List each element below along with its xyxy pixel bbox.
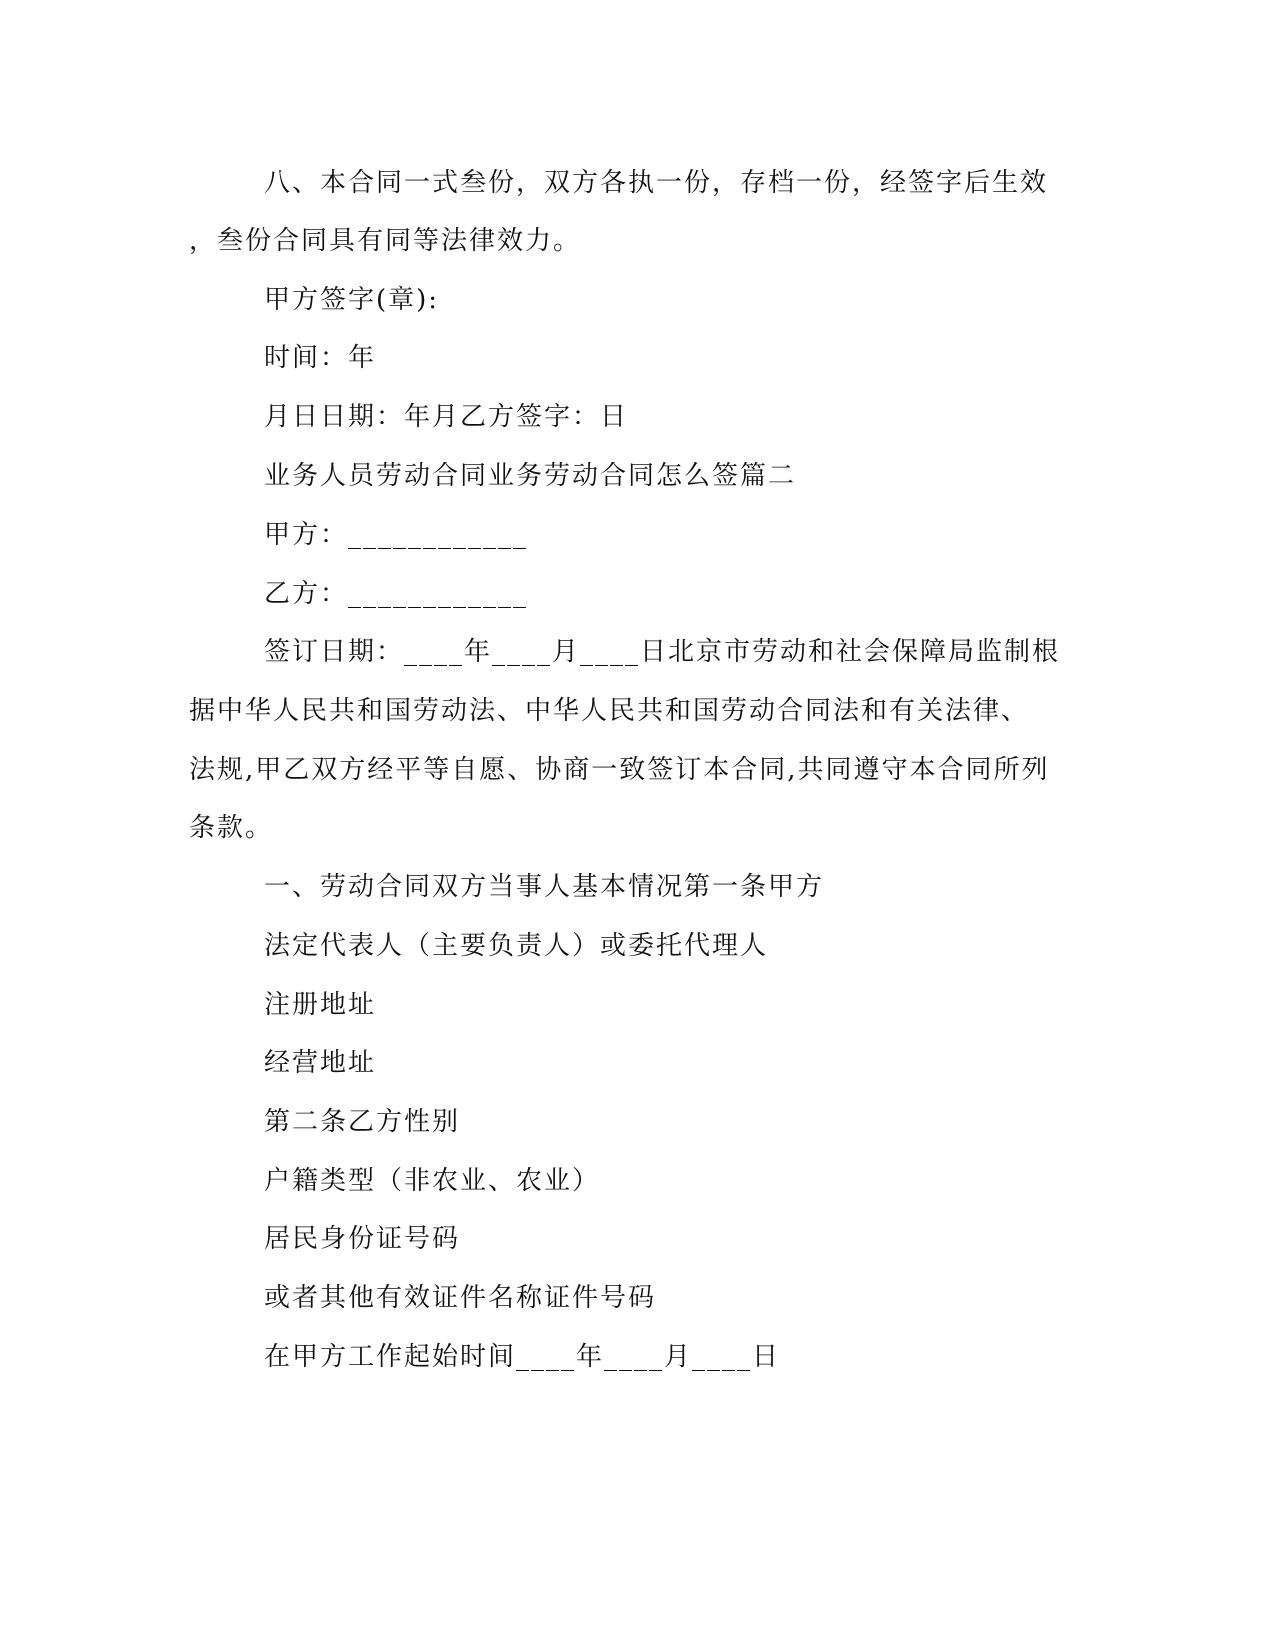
intro-line-2: 据中华人民共和国劳动法、中华人民共和国劳动合同法和有关法律、 [189,696,1030,726]
intro-line-1: 签订日期：____年____月____日北京市劳动和社会保障局监制根 [264,637,1061,667]
other-id: 或者其他有效证件名称证件号码 [264,1283,657,1313]
start-time: 在甲方工作起始时间____年____月____日 [264,1342,781,1372]
id-number: 居民身份证号码 [264,1224,461,1254]
paragraph-8-line-1: 八、本合同一式叁份，双方各执一份，存档一份，经签字后生效 [264,168,1049,198]
intro-line-4: 条款。 [189,813,274,843]
time-label: 时间：年 [264,343,377,373]
business-address: 经营地址 [264,1048,377,1078]
paragraph-8-line-2: ，叁份合同具有同等法律效力。 [189,226,582,256]
article-2-gender: 第二条乙方性别 [264,1107,461,1137]
party-b-field: 乙方：____________ [264,579,529,609]
section-title: 业务人员劳动合同业务劳动合同怎么签篇二 [264,461,797,491]
party-a-field: 甲方：____________ [264,520,529,550]
registered-address: 注册地址 [264,990,377,1020]
legal-representative: 法定代表人（主要负责人）或委托代理人 [264,931,769,961]
chapter-1-heading: 一、劳动合同双方当事人基本情况第一条甲方 [264,872,825,902]
intro-line-3: 法规,甲乙双方经平等自愿、协商一致签订本合同,共同遵守本合同所列 [189,755,1050,785]
household-type: 户籍类型（非农业、农业） [264,1166,601,1196]
party-a-signature: 甲方签字(章): [264,285,440,315]
date-line: 月日日期：年月乙方签字：日 [264,402,629,432]
